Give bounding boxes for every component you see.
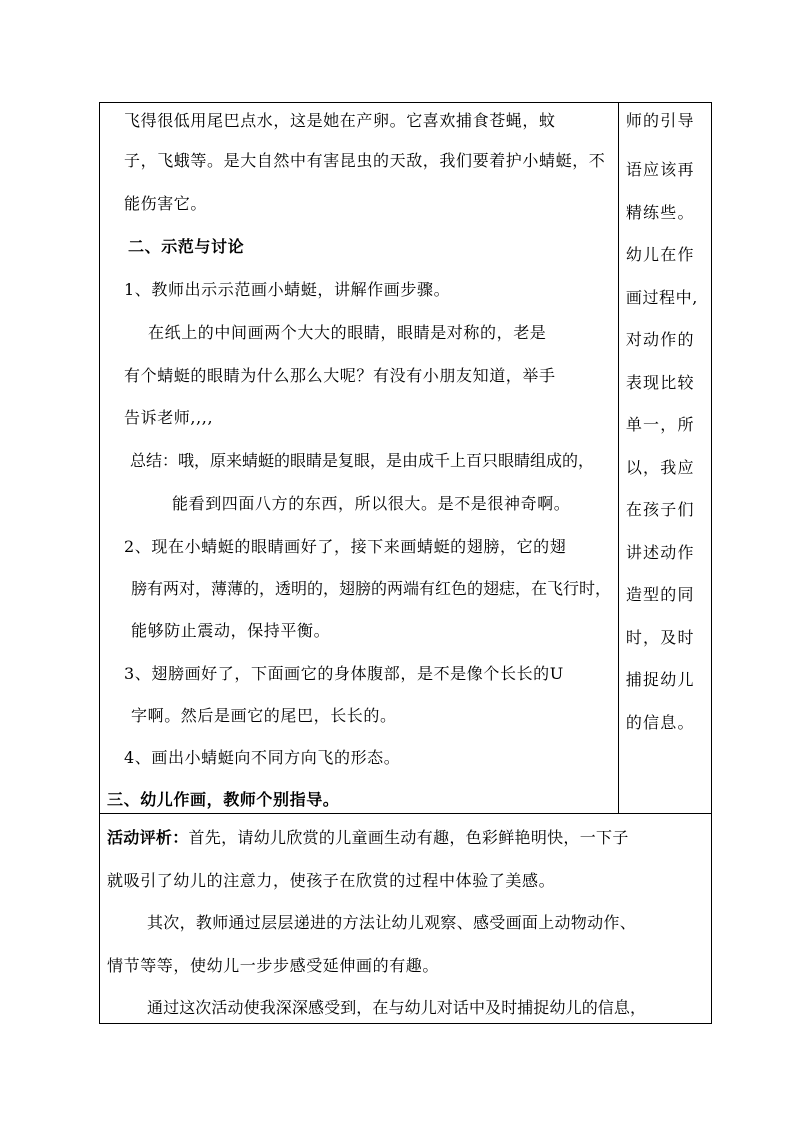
evaluation-text: 首先，请幼儿欣赏的儿童画生动有趣，色彩鲜艳明快，一下子: [188, 828, 629, 847]
section-heading-practice: 三、幼儿作画，教师个别指导。: [107, 790, 340, 809]
side-line: 画过程中,: [625, 288, 698, 307]
side-line: 语应该再: [625, 160, 695, 179]
evaluation-line: 情节等等，使幼儿一步步感受延伸画的有趣。: [107, 956, 440, 975]
main-line: 子，飞蛾等。是大自然中有害昆虫的天敌，我们要着护小蜻蜓，不: [124, 151, 606, 170]
side-line: 捕捉幼儿: [625, 670, 695, 689]
side-line: 在孩子们: [625, 500, 695, 519]
evaluation-line: [107, 828, 629, 848]
evaluation-line: 通过这次活动使我深深感受到，在与幼儿对话中及时捕捉幼儿的信息，: [147, 998, 647, 1017]
side-line: 精练些。: [625, 203, 695, 222]
main-line: 能够防止震动，保持平衡。: [131, 621, 331, 640]
lesson-table: [99, 102, 712, 1024]
lesson-steps-cell: [100, 103, 619, 814]
main-line: 能伤害它。: [124, 194, 208, 213]
evaluation-line: 其次，教师通过层层递进的方法让幼儿观察、感受画面上动物动作、: [147, 913, 637, 932]
side-line: 师的引导: [625, 111, 695, 130]
side-line: 幼儿在作: [625, 245, 695, 264]
side-line: 以，我应: [625, 458, 695, 477]
side-line: 时，及时: [625, 628, 695, 647]
side-line: 的信息。: [625, 713, 695, 732]
main-line: 在纸上的中间画两个大大的眼睛，眼睛是对称的，老是: [148, 323, 547, 342]
main-line: 字啊。然后是画它的尾巴，长长的。: [131, 706, 397, 725]
evaluation-cell: [100, 814, 712, 1024]
side-line: 造型的同: [625, 585, 695, 604]
main-line: 1、教师出示示范画小蜻蜓，讲解作画步骤。: [124, 280, 451, 299]
main-line: 3、翅膀画好了，下面画它的身体腹部，是不是像个长长的U: [124, 664, 564, 683]
side-line: 表现比较: [625, 373, 695, 392]
content-row: [100, 103, 712, 814]
main-line: 总结：哦，原来蜻蜓的眼睛是复眼，是由成千上百只眼睛组成的，: [130, 451, 595, 470]
side-line: 讲述动作: [625, 543, 695, 562]
evaluation-label: 活动评析：: [107, 828, 189, 847]
reflection-cell: [618, 103, 711, 814]
main-line: 膀有两对，薄薄的，透明的，翅膀的两端有红色的翅痣，在飞行时，: [131, 579, 612, 598]
main-line: 4、画出小蜻蜓向不同方向飞的形态。: [124, 748, 401, 767]
evaluation-line: 就吸引了幼儿的注意力，使孩子在欣赏的过程中体验了美感。: [107, 871, 556, 890]
main-line: 有个蜻蜓的眼睛为什么那么大呢？有没有小朋友知道，举手: [124, 366, 556, 385]
main-line: 告诉老师,,,,: [124, 408, 214, 427]
evaluation-row: [100, 814, 712, 1024]
main-line: 飞得很低用尾巴点水，这是她在产卵。它喜欢捕食苍蝇，蚊: [124, 111, 556, 130]
side-line: 对动作的: [625, 330, 695, 349]
section-heading-demo: 二、示范与讨论: [128, 237, 245, 256]
main-line: 2、现在小蜻蜓的眼睛画好了，接下来画蜻蜓的翅膀，它的翅: [124, 537, 567, 556]
side-line: 单一，所: [625, 415, 695, 434]
main-line: 能看到四面八方的东西，所以很大。是不是很神奇啊。: [172, 494, 571, 513]
